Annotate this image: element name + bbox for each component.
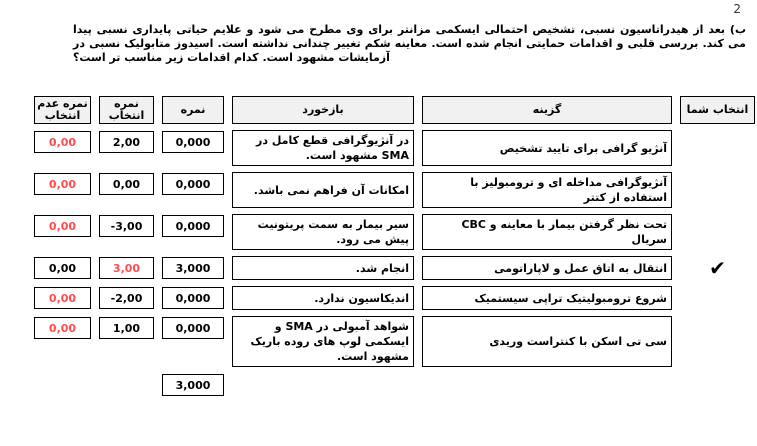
score-cell: 0,000 [162, 317, 224, 339]
score-cell: 3,000 [162, 257, 224, 279]
score-cell: 0,000 [162, 215, 224, 237]
option-cell: آنژیوگرافی مداخله ای و ترومبولیز با استفاده از کتتر [422, 172, 672, 208]
total-score-cell: 3,000 [162, 374, 224, 396]
total-row-spacer [680, 373, 755, 396]
score-cell: 0,000 [162, 287, 224, 309]
not-chosen-score-cell: 0,00 [34, 257, 91, 279]
chosen-score-cell: 1,00 [99, 317, 154, 339]
question-text: ب) بعد از هیدراتاسیون نسبی، تشخیص احتمالی ایسکمی مزانتر برای وی مطرح می شود و علایم حیاتی پایداری نسبی پیدا می کند. بررسی قلبی و اقدامات حمایتی انجام شده است. معاینه شکم تغییر چندانی نداشته است. اسیدوز متابولیک نسبی در آزمایشات مشهود است. کدام اقدامات زیر مناسب تر است؟ [73, 23, 746, 64]
column-header-option: گزینه [422, 96, 672, 124]
your-choice-cell [680, 256, 755, 280]
checkmark-icon: ✔ [709, 256, 726, 280]
column-header-chosen-score: نمره انتخاب [99, 96, 154, 124]
not-chosen-score-cell: 0,00 [34, 131, 91, 153]
feedback-cell: انجام شد. [232, 256, 414, 280]
option-cell: شروع ترومبولیتیک تراپی سیستمیک [422, 286, 672, 310]
chosen-score-cell: -2,00 [99, 287, 154, 309]
option-cell: سی تی اسکن با کنتراست وریدی [422, 316, 672, 367]
not-chosen-score-cell: 0,00 [34, 215, 91, 237]
not-chosen-score-cell: 0,00 [34, 173, 91, 195]
column-header-not-chosen-score: نمره عدم انتخاب [34, 96, 91, 124]
feedback-cell: شواهد آمبولی در SMA و ایسکمی لوپ های روده باریک مشهود است. [232, 316, 414, 367]
column-header-your-choice: انتخاب شما [680, 96, 755, 124]
chosen-score-cell: 3,00 [99, 257, 154, 279]
page-number: 2 [733, 2, 741, 16]
not-chosen-score-cell: 0,00 [34, 317, 91, 339]
feedback-cell: امکانات آن فراهم نمی باشد. [232, 172, 414, 208]
column-header-feedback: بازخورد [232, 96, 414, 124]
feedback-cell: اندیکاسیون ندارد. [232, 286, 414, 310]
your-choice-cell [680, 172, 755, 208]
chosen-score-cell: 0,00 [99, 173, 154, 195]
column-header-score: نمره [162, 96, 224, 124]
your-choice-cell [680, 214, 755, 250]
answers-table [34, 96, 755, 396]
option-cell: انتقال به اتاق عمل و لاپاراتومی [422, 256, 672, 280]
chosen-score-cell: 2,00 [99, 131, 154, 153]
option-cell: آنژیو گرافی برای تایید تشخیص [422, 130, 672, 166]
your-choice-cell [680, 130, 755, 166]
option-cell: تحت نظر گرفتن بیمار با معاینه و CBC سریال [422, 214, 672, 250]
your-choice-cell [680, 316, 755, 367]
score-cell: 0,000 [162, 173, 224, 195]
your-choice-cell [680, 286, 755, 310]
feedback-cell: سیر بیمار به سمت پریتونیت پیش می رود. [232, 214, 414, 250]
chosen-score-cell: -3,00 [99, 215, 154, 237]
score-cell: 0,000 [162, 131, 224, 153]
not-chosen-score-cell: 0,00 [34, 287, 91, 309]
feedback-cell: در آنژیوگرافی قطع کامل در SMA مشهود است. [232, 130, 414, 166]
